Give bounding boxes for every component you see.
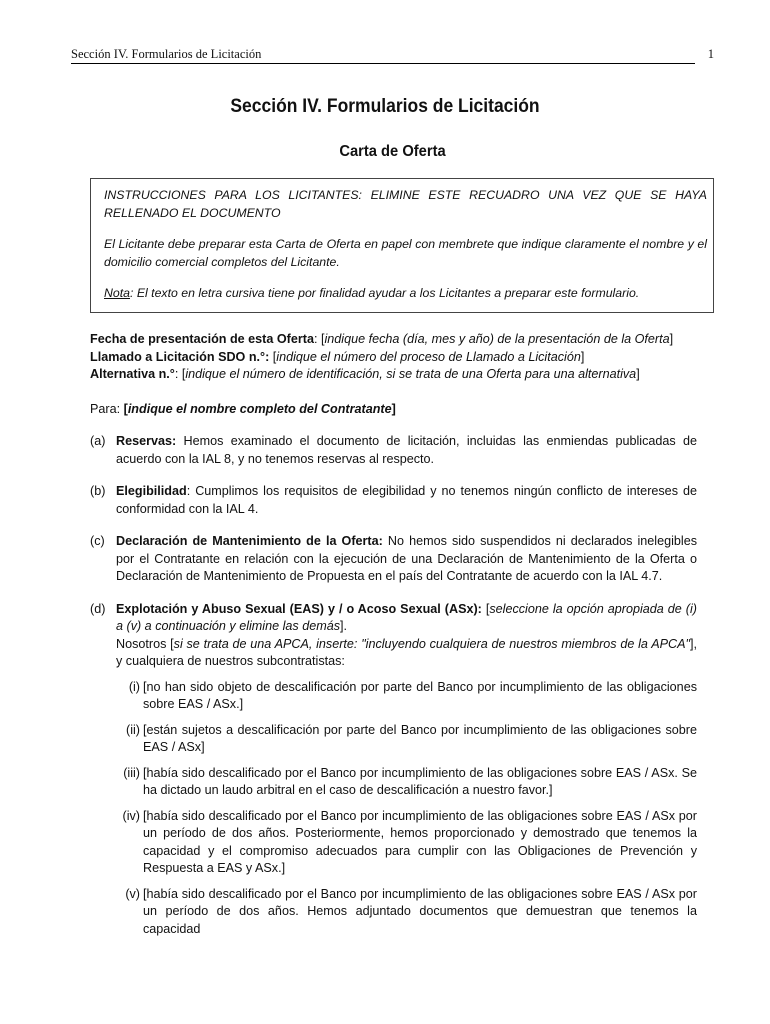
nosotros-tail: ], y cualquiera de nuestros subcontratistas: (116, 636, 697, 668)
list-item (90, 533, 697, 586)
document-title: Sección IV. Formularios de Licitación (230, 96, 540, 117)
recipient-line: Para: [indique el nombre completo del Contratante] (90, 401, 396, 416)
fecha-value: indique fecha (día, mes y año) de la presentación de la Oferta (324, 332, 670, 346)
page-header: Sección IV. Formularios de Licitación (71, 45, 695, 64)
note-label: Nota (104, 286, 130, 300)
alternativa-value: indique el número de identificación, si se trata de una Oferta para una alternativa (185, 367, 637, 381)
instructions-note (104, 284, 707, 302)
instructions-heading: INSTRUCCIONES PARA LOS LICITANTES: ELIMINE ESTE RECUADRO UNA VEZ QUE SE HAYA RELLENADO EL DOCUMENTO (104, 188, 707, 220)
item-label: Explotación y Abuso Sexual (EAS) y / o Acoso Sexual (ASx): (116, 601, 482, 616)
subitem-marker: (ii) (126, 722, 140, 737)
item-marker: (d) (90, 601, 106, 616)
offer-fields (90, 331, 697, 384)
instructions-box (90, 178, 714, 313)
subitem-marker: (iv) (122, 808, 140, 823)
item-text: No hemos sido suspendidos ni declarados inelegibles por el Contratante en relación con la ejecución de una Declaración de Mantenimiento de la Oferta o Declaración de Mantenimiento de Propuesta en el país del Contratante de acuerdo con la IAL 4.7. (116, 534, 698, 583)
item-marker: (b) (90, 484, 106, 498)
item-text: Hemos examinado el documento de licitación, incluidas las enmiendas publicadas de acuerdo con la IAL 8, y no tenemos reservas al respecto. (116, 434, 697, 466)
nosotros-paragraph (90, 636, 697, 671)
para-label: Para: (90, 401, 124, 416)
item-text: seleccione la opción apropiada de (i) a (v) a continuación y elimine las demás (116, 601, 697, 633)
para-value: indique el nombre completo del Contratante (127, 401, 392, 416)
subitem-marker: (v) (125, 886, 140, 901)
item-marker: (a) (90, 434, 106, 448)
fecha-label: Fecha de presentación de esta Oferta (90, 332, 314, 346)
subitem-text: [no han sido objeto de descalificación por parte del Banco por incumplimiento de las obligaciones sobre EAS / ASx.] (143, 679, 697, 711)
item-label: Reservas: (116, 434, 177, 448)
sub-list-item (90, 808, 697, 878)
item-label: Declaración de Mantenimiento de la Oferta: (116, 534, 383, 548)
document-subtitle: Carta de Oferta (339, 143, 446, 160)
sub-list-item (90, 722, 697, 757)
instructions-text: El Licitante debe preparar esta Carta de Oferta en papel con membrete que indique claramente el nombre y el domicilio comercial completos del Licitante. (104, 237, 707, 269)
subitem-marker: (i) (128, 679, 140, 694)
fecha-field: Fecha de presentación de esta Oferta: [indique fecha (día, mes y año) de la presentación de la Oferta] (90, 332, 674, 346)
sub-list-item (90, 886, 697, 939)
list-item: (d) Explotación y Abuso Sexual (EAS) y / o Acoso Sexual (ASx): [seleccione la opción apropiada de (i) a (v) a continuación y elimine las demás]. (90, 601, 697, 633)
llamado-value: indique el número del proceso de Llamado a Licitación (276, 349, 581, 364)
subitem-text: [había sido descalificado por el Banco por incumplimiento de las obligaciones sobre EAS / ASx. Se ha dictado un laudo arbitral en el caso de descalificación a nuestro favor.] (143, 765, 697, 797)
note-text: : El texto en letra cursiva tiene por finalidad ayudar a los Licitantes a preparar este formulario. (129, 286, 640, 300)
letter-body (90, 331, 697, 938)
llamado-field: Llamado a Licitación SDO n.°: [indique el número del proceso de Llamado a Licitación] (90, 349, 585, 364)
alternativa-label: Alternativa n.° (90, 367, 175, 381)
llamado-label: Llamado a Licitación SDO n.°: (90, 349, 270, 364)
list-item (90, 483, 697, 518)
subitem-text: [había sido descalificado por el Banco por incumplimiento de las obligaciones sobre EAS / ASx por un período de dos años. Posteriormente, hemos proporcionado y demostrado que tenemos la capacidad y el compromiso adecuados para cumplir con las Obligaciones de Prevención y Respuesta a EAS y ASx.] (143, 808, 697, 875)
subitem-text: [están sujetos a descalificación por parte del Banco por incumplimiento de las obligaciones sobre EAS / ASx] (143, 722, 697, 754)
item-label: Elegibilidad (116, 484, 187, 498)
nosotros-lead: Nosotros [ (116, 636, 174, 651)
subitem-text: [había sido descalificado por el Banco por incumplimiento de las obligaciones sobre EAS / ASx por un período de dos años. Hemos adjuntado documentos que demuestran que tenemos la capacidad (143, 886, 697, 936)
sub-list-item (90, 679, 697, 714)
item-text: : Cumplimos los requisitos de elegibilidad y no tenemos ningún conflicto de intereses de conformidad con la IAL 4. (116, 484, 697, 516)
alternativa-field: Alternativa n.°: [indique el número de identificación, si se trata de una Oferta para una alternativa] (90, 367, 640, 381)
nosotros-italic: si se trata de una APCA, inserte: "incluyendo cualquiera de nuestros miembros de la APCA" (173, 636, 690, 651)
page-number: 1 (707, 47, 714, 61)
subitem-marker: (iii) (123, 765, 140, 780)
list-item (90, 433, 697, 468)
item-marker: (c) (90, 534, 105, 548)
sub-list-item (90, 765, 697, 800)
